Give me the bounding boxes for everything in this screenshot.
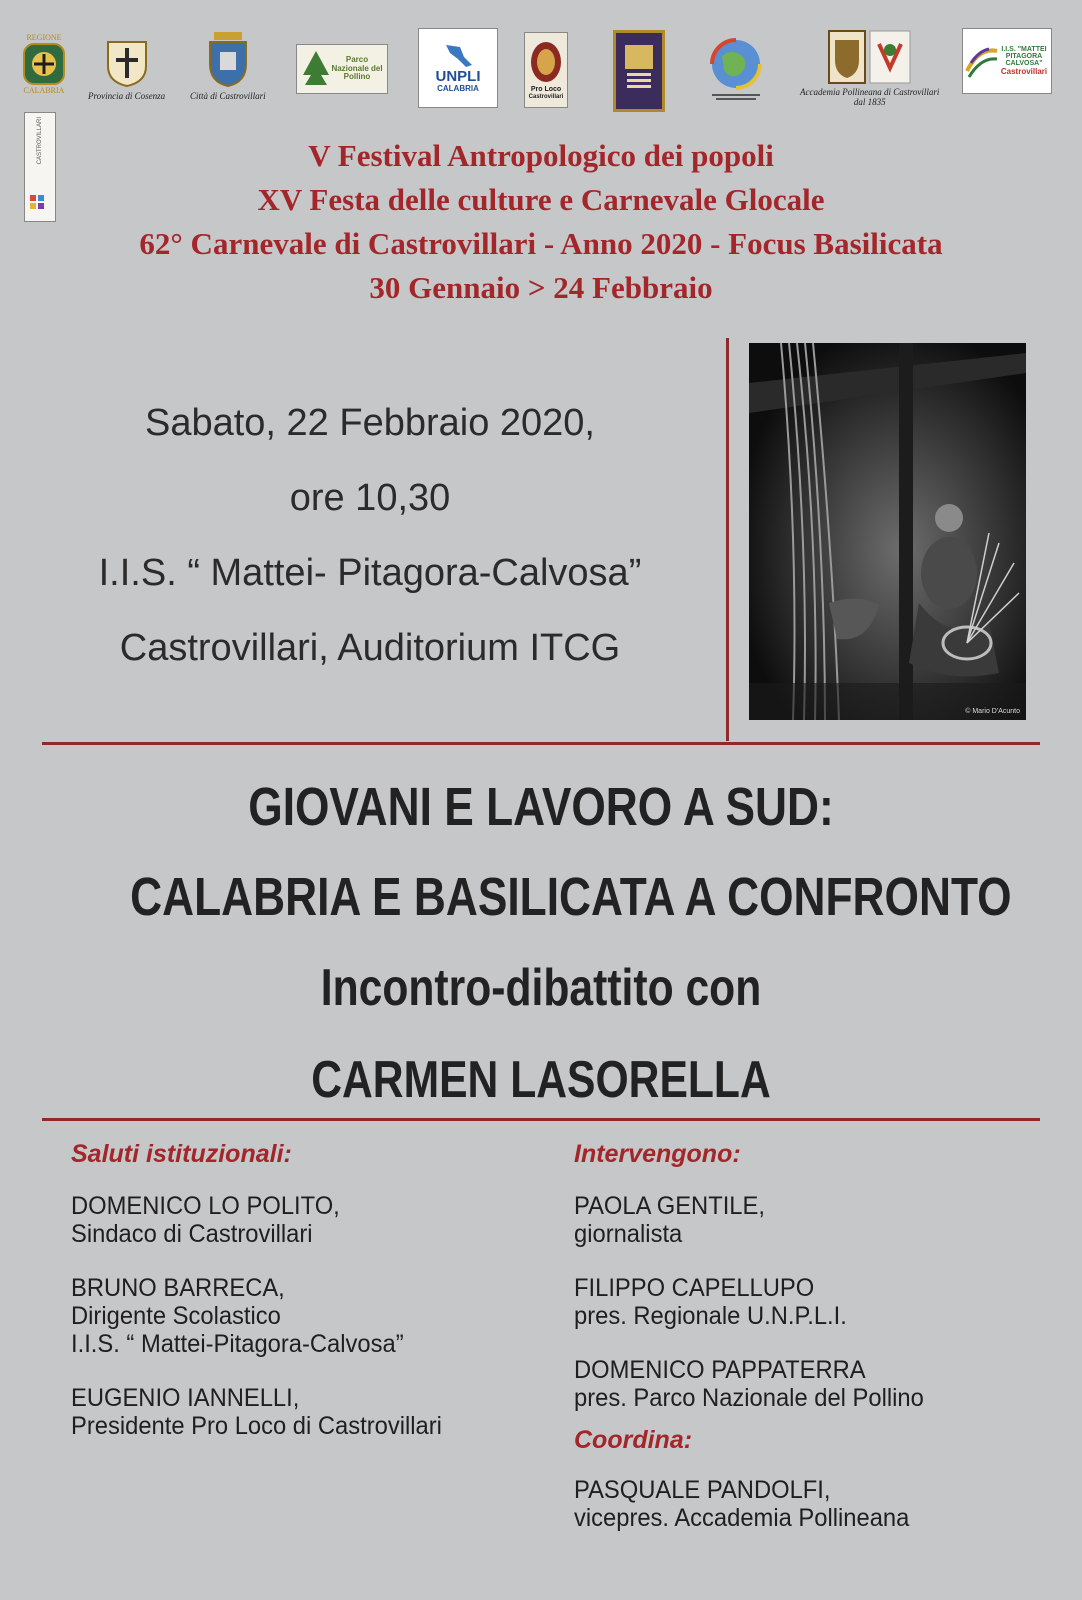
pro-loco-logo [524, 32, 568, 108]
event-details [40, 386, 700, 686]
person-name: FILIPPO CAPELLUPO [574, 1274, 815, 1302]
headline-block [40, 762, 1042, 1126]
person-entry [71, 1192, 541, 1248]
coordina-title: Coordina: [574, 1426, 693, 1454]
intervengono-column [574, 1138, 1044, 1532]
divider-bottom [42, 1118, 1040, 1121]
calabria-emblem-icon [22, 42, 66, 86]
accademia-crest-icon [828, 30, 866, 84]
logo-caption: Città di Castrovillari [190, 91, 266, 101]
vertical-divider [726, 338, 729, 741]
person-name: DOMENICO PAPPATERRA [574, 1356, 866, 1384]
person-role: Dirigente Scolastico [71, 1302, 281, 1330]
festival-antropologico-logo [698, 30, 774, 102]
person-entry [71, 1274, 541, 1358]
logo-bottom-text: CALABRIA [23, 86, 65, 95]
person-name: PASQUALE PANDOLFI, [574, 1476, 831, 1504]
event-time: ore 10,30 [289, 477, 451, 519]
festival-line-2: XV Festa delle culture e Carnevale Glocale [257, 182, 825, 217]
festival-poster-logo [613, 30, 665, 112]
person-name: BRUNO BARRECA, [71, 1274, 285, 1302]
pine-tree-icon [301, 49, 331, 89]
logo-caption: Provincia di Cosenza [88, 91, 166, 101]
poster-thumbnail-icon [622, 41, 656, 101]
unpli-logo [418, 28, 498, 108]
person-role: vicepres. Accademia Pollineana [574, 1504, 910, 1532]
person-name: DOMENICO LO POLITO, [71, 1192, 340, 1220]
provincia-crest-icon [104, 38, 150, 88]
logo-caption: Accademia Pollineana di Castrovillari [800, 87, 940, 97]
globe-icon [698, 30, 774, 102]
saluti-column [71, 1138, 541, 1440]
parco-pollino-logo [296, 44, 388, 94]
person-role: Sindaco di Castrovillari [71, 1220, 313, 1248]
saluti-title: Saluti istituzionali: [71, 1140, 292, 1168]
festival-line-1: V Festival Antropologico dei popoli [308, 138, 774, 173]
intervengono-title: Intervengono: [574, 1140, 741, 1168]
artisan-photo [749, 343, 1026, 720]
logo-text: CASTROVILLARI [36, 117, 43, 165]
logo-text: I.I.S. "MATTEI PITAGORA CALVOSA" [1001, 45, 1047, 68]
person-entry [574, 1192, 1044, 1248]
headline-line-3: Incontro-dibattito con [320, 959, 762, 1017]
person-name: EUGENIO IANNELLI, [71, 1384, 300, 1412]
logo-sub: Castrovillari [1000, 66, 1048, 76]
book-swoosh-icon [965, 41, 999, 81]
photo-credit: © Mario D'Acunto [965, 708, 1020, 715]
person-role: pres. Regionale U.N.P.L.I. [574, 1302, 847, 1330]
person-entry [574, 1476, 1044, 1532]
logo-sub: CALABRIA [437, 83, 479, 93]
person-entry [574, 1274, 1044, 1330]
citta-castrovillari-logo [190, 30, 266, 101]
logo-top-text: REGIONE [26, 33, 62, 42]
pro-loco-emblem-icon [529, 40, 563, 86]
logo-caption-2: dal 1835 [853, 97, 886, 107]
headline-speaker: CARMEN LASORELLA [311, 1051, 771, 1109]
headline-line-1: GIOVANI E LAVORO A SUD: [248, 777, 834, 837]
logo-text: Parco Nazionale del Pollino [331, 55, 383, 82]
person-name: PAOLA GENTILE, [574, 1192, 765, 1220]
logo-text: Pro Loco [530, 86, 562, 94]
logo-sub: Castrovillari [528, 93, 564, 100]
event-school: I.I.S. “ Mattei- Pitagora-Calvosa” [98, 552, 642, 594]
person-entry [71, 1384, 541, 1440]
divider-top [42, 742, 1040, 745]
city-crest-icon [204, 30, 252, 88]
basket-weaver-photo-icon [749, 343, 1026, 720]
festival-line-3: 62° Carnevale di Castrovillari - Anno 2020 - Focus Basilicata [139, 226, 943, 261]
italy-map-icon [438, 43, 478, 69]
person-role: Presidente Pro Loco di Castrovillari [71, 1412, 442, 1440]
event-date: Sabato, 22 Febbraio 2020, [144, 402, 595, 444]
person-role: pres. Parco Nazionale del Pollino [574, 1384, 924, 1412]
event-place: Castrovillari, Auditorium ITCG [119, 627, 621, 669]
accademia-seal-icon [869, 30, 911, 84]
festival-title-block [40, 134, 1042, 310]
logo-text: UNPLI [435, 67, 481, 85]
person-role-2: I.I.S. “ Mattei-Pitagora-Calvosa” [71, 1330, 404, 1358]
iis-logo [962, 28, 1052, 94]
festival-dates: 30 Gennaio > 24 Febbraio [369, 270, 713, 305]
headline-line-2: CALABRIA E BASILICATA A CONFRONTO [130, 867, 1012, 927]
person-role: giornalista [574, 1220, 683, 1248]
provincia-cosenza-logo [88, 38, 165, 101]
person-entry [574, 1356, 1044, 1412]
regione-calabria-logo [22, 33, 66, 95]
accademia-pollineana-logo [800, 30, 939, 107]
